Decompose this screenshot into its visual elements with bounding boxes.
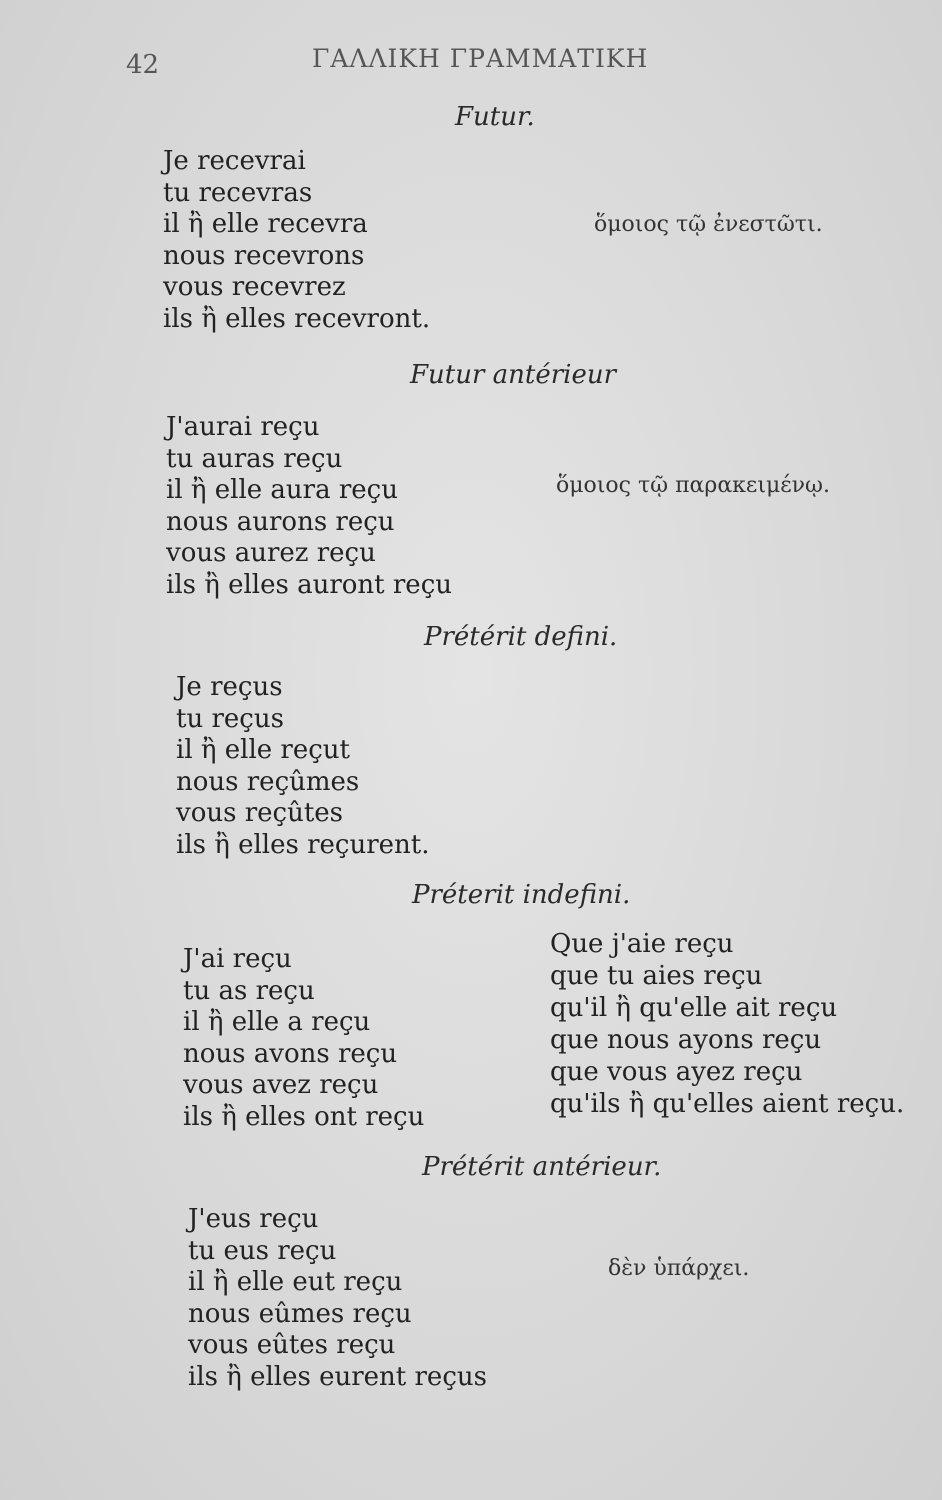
conjugation-line: J'eus reçu: [188, 1204, 319, 1234]
conjugation-line: Je reçus: [176, 672, 283, 702]
conjugation-line: il ἢ elle eut reçu: [188, 1267, 403, 1297]
conjugation-line: ils ἢ elles auront reçu: [166, 569, 452, 600]
preterit-anterieur-note: δὲν ὑπάρχει.: [608, 1256, 750, 1281]
conjugation-line: tu auras reçu: [166, 443, 343, 474]
conjugation-line: tu eus reçu: [188, 1235, 337, 1266]
conjugation-line: ils ἢ elles ont reçu: [183, 1101, 425, 1132]
conjugation-line: il ἢ elle reçut: [176, 735, 350, 765]
preterit-anterieur-conjugation: [188, 1204, 487, 1393]
heading-futur-anterieur: Futur antérieur: [410, 360, 617, 390]
conjugation-line: vous reçûtes: [176, 798, 343, 828]
conjugation-line: vous avez reçu: [183, 1070, 379, 1100]
subjunctive-line: Que j'aie reçu: [550, 929, 734, 959]
futur-anterieur-conjugation: [166, 412, 452, 601]
conjugation-line: J'ai reçu: [183, 944, 292, 974]
conjugation-line: tu recevras: [163, 177, 313, 208]
running-head: ΓΑΛΛΙΚΗ ΓΡΑΜΜΑΤΙΚΗ: [312, 44, 649, 73]
subjunctive-line: qu'ils ἢ qu'elles aient reçu.: [550, 1089, 905, 1119]
conjugation-line: tu as reçu: [183, 975, 315, 1006]
subjunctive-line: qu'il ἢ qu'elle ait reçu: [550, 993, 838, 1023]
heading-preterit-indefini: Préterit indefini.: [412, 880, 631, 910]
conjugation-line: nous aurons reçu: [166, 506, 395, 537]
conjugation-line: nous eûmes reçu: [188, 1298, 412, 1329]
futur-anterieur-note: ὅμοιος τῷ παρακειμένῳ.: [556, 473, 830, 498]
conjugation-line: ils ἢ elles eurent reçus: [188, 1361, 487, 1392]
conjugation-line: tu reçus: [176, 703, 284, 734]
conjugation-line: J'aurai reçu: [166, 412, 320, 442]
conjugation-line: vous eûtes reçu: [188, 1330, 396, 1360]
subjunctive-line: que nous ayons reçu: [550, 1025, 822, 1055]
futur-note: ὅμοιος τῷ ἐνεστῶτι.: [594, 212, 823, 237]
conjugation-line: il ἢ elle a reçu: [183, 1007, 371, 1037]
conjugation-line: ils ἢ elles reçurent.: [176, 829, 430, 860]
conjugation-line: vous aurez reçu: [166, 538, 376, 568]
conjugation-line: il ἢ elle recevra: [163, 209, 368, 239]
conjugation-line: ils ἢ elles recevront.: [163, 303, 431, 334]
heading-futur: Futur.: [455, 102, 535, 132]
heading-preterit-anterieur: Prétérit antérieur.: [422, 1152, 662, 1182]
futur-conjugation: [163, 146, 430, 335]
conjugation-line: nous reçûmes: [176, 766, 360, 797]
conjugation-line: vous recevrez: [163, 272, 346, 302]
conjugation-line: il ἢ elle aura reçu: [166, 475, 398, 505]
conjugation-line: Je recevrai: [163, 146, 306, 176]
preterit-indefini-conjugation: [183, 944, 424, 1133]
subjunctive-line: que tu aies reçu: [550, 961, 763, 991]
conjugation-line: nous recevrons: [163, 240, 365, 271]
preterit-indefini-subjunctive: [550, 928, 904, 1120]
heading-preterit-defini: Prétérit defini.: [424, 622, 618, 652]
preterit-defini-conjugation: [176, 672, 430, 861]
conjugation-line: nous avons reçu: [183, 1038, 398, 1069]
subjunctive-line: que vous ayez reçu: [550, 1057, 803, 1087]
page-number: 42: [126, 50, 160, 80]
